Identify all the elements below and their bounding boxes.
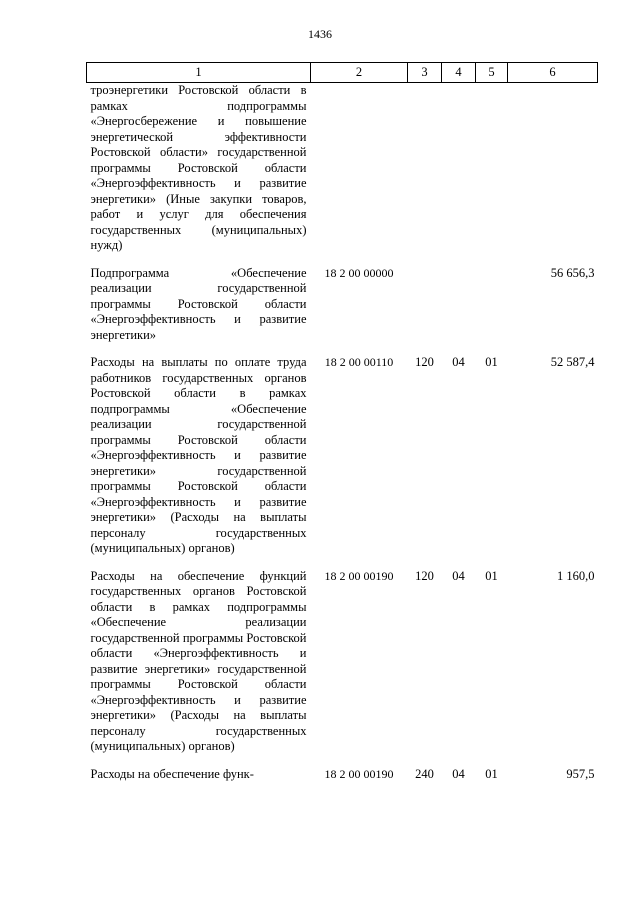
row-rz: 04 <box>452 355 465 369</box>
row-pr: 01 <box>485 766 498 781</box>
table-row <box>87 83 598 266</box>
budget-table <box>86 62 598 782</box>
row-name: троэнергетики Ростовской области в рамках подпрограммы «Энергосбережение и повышение энергетической эффективности Ростовской области» государственной программы Ростовской области «Энергоэффективность и развитие энергетики» (Иные закупки товаров, работ и услуг для обеспечения государственных (муниципальных) нужд) <box>90 83 307 252</box>
header-col-2: 2 <box>311 63 408 83</box>
row-name: Расходы на обеспечение функ- <box>90 766 254 781</box>
table-row <box>87 266 598 356</box>
table-row <box>87 767 598 783</box>
row-name: Подпрограмма «Обеспечение реализации государственной программы Ростовской области «Энергоэффективность и развитие энергетики» <box>90 265 307 342</box>
row-sum: 957,5 <box>566 766 595 781</box>
row-sum: 52 587,4 <box>550 355 595 369</box>
row-pr: 01 <box>485 355 498 369</box>
row-name: Расходы на обеспечение функций государственных органов Ростовской области в рамках подпрограммы «Обеспечение реализации государственной программы Ростовской области «Энергоэффективность и развитие энергетики» государственной программы Ростовской области «Энергоэффективность и развитие энергетики» (Расходы на выплаты персоналу государственных (муниципальных) органов) <box>90 568 307 753</box>
row-vr: 120 <box>415 568 434 583</box>
row-code: 18 2 00 00110 <box>324 355 394 369</box>
row-rz <box>442 266 476 356</box>
table-body <box>87 83 598 783</box>
row-sum: 56 656,3 <box>550 265 595 280</box>
row-code: 18 2 00 00190 <box>324 766 394 781</box>
header-col-6: 6 <box>508 63 598 83</box>
page-number: 1436 <box>308 27 332 41</box>
row-rz: 04 <box>452 568 465 583</box>
header-col-4: 4 <box>442 63 476 83</box>
row-pr <box>476 83 508 266</box>
row-sum: 1 160,0 <box>557 568 595 583</box>
row-code <box>311 83 408 266</box>
header-col-1: 1 <box>87 63 311 83</box>
row-vr: 120 <box>415 355 434 369</box>
row-vr <box>408 266 442 356</box>
header-col-3: 3 <box>408 63 442 83</box>
table-row <box>87 569 598 767</box>
row-vr <box>408 83 442 266</box>
row-rz <box>442 83 476 266</box>
row-vr: 240 <box>415 766 434 781</box>
table-header <box>87 63 598 83</box>
row-rz: 04 <box>452 766 465 781</box>
row-code: 18 2 00 00190 <box>324 568 394 583</box>
row-sum <box>508 83 598 266</box>
table-row <box>87 355 598 569</box>
row-pr <box>476 266 508 356</box>
row-name: Расходы на выплаты по оплате труда работников государственных органов Ростовской области в рамках подпрограммы «Обеспечение реализации государственной программы Ростовской области «Энергоэффективность и развитие энергетики» государственной программы Ростовской области «Энергоэффективность и развитие энергетики» (Расходы на выплаты персоналу государственных (муниципальных) органов) <box>90 355 307 555</box>
header-row <box>87 63 598 83</box>
row-pr: 01 <box>485 568 498 583</box>
row-code: 18 2 00 00000 <box>324 265 394 280</box>
header-col-5: 5 <box>476 63 508 83</box>
